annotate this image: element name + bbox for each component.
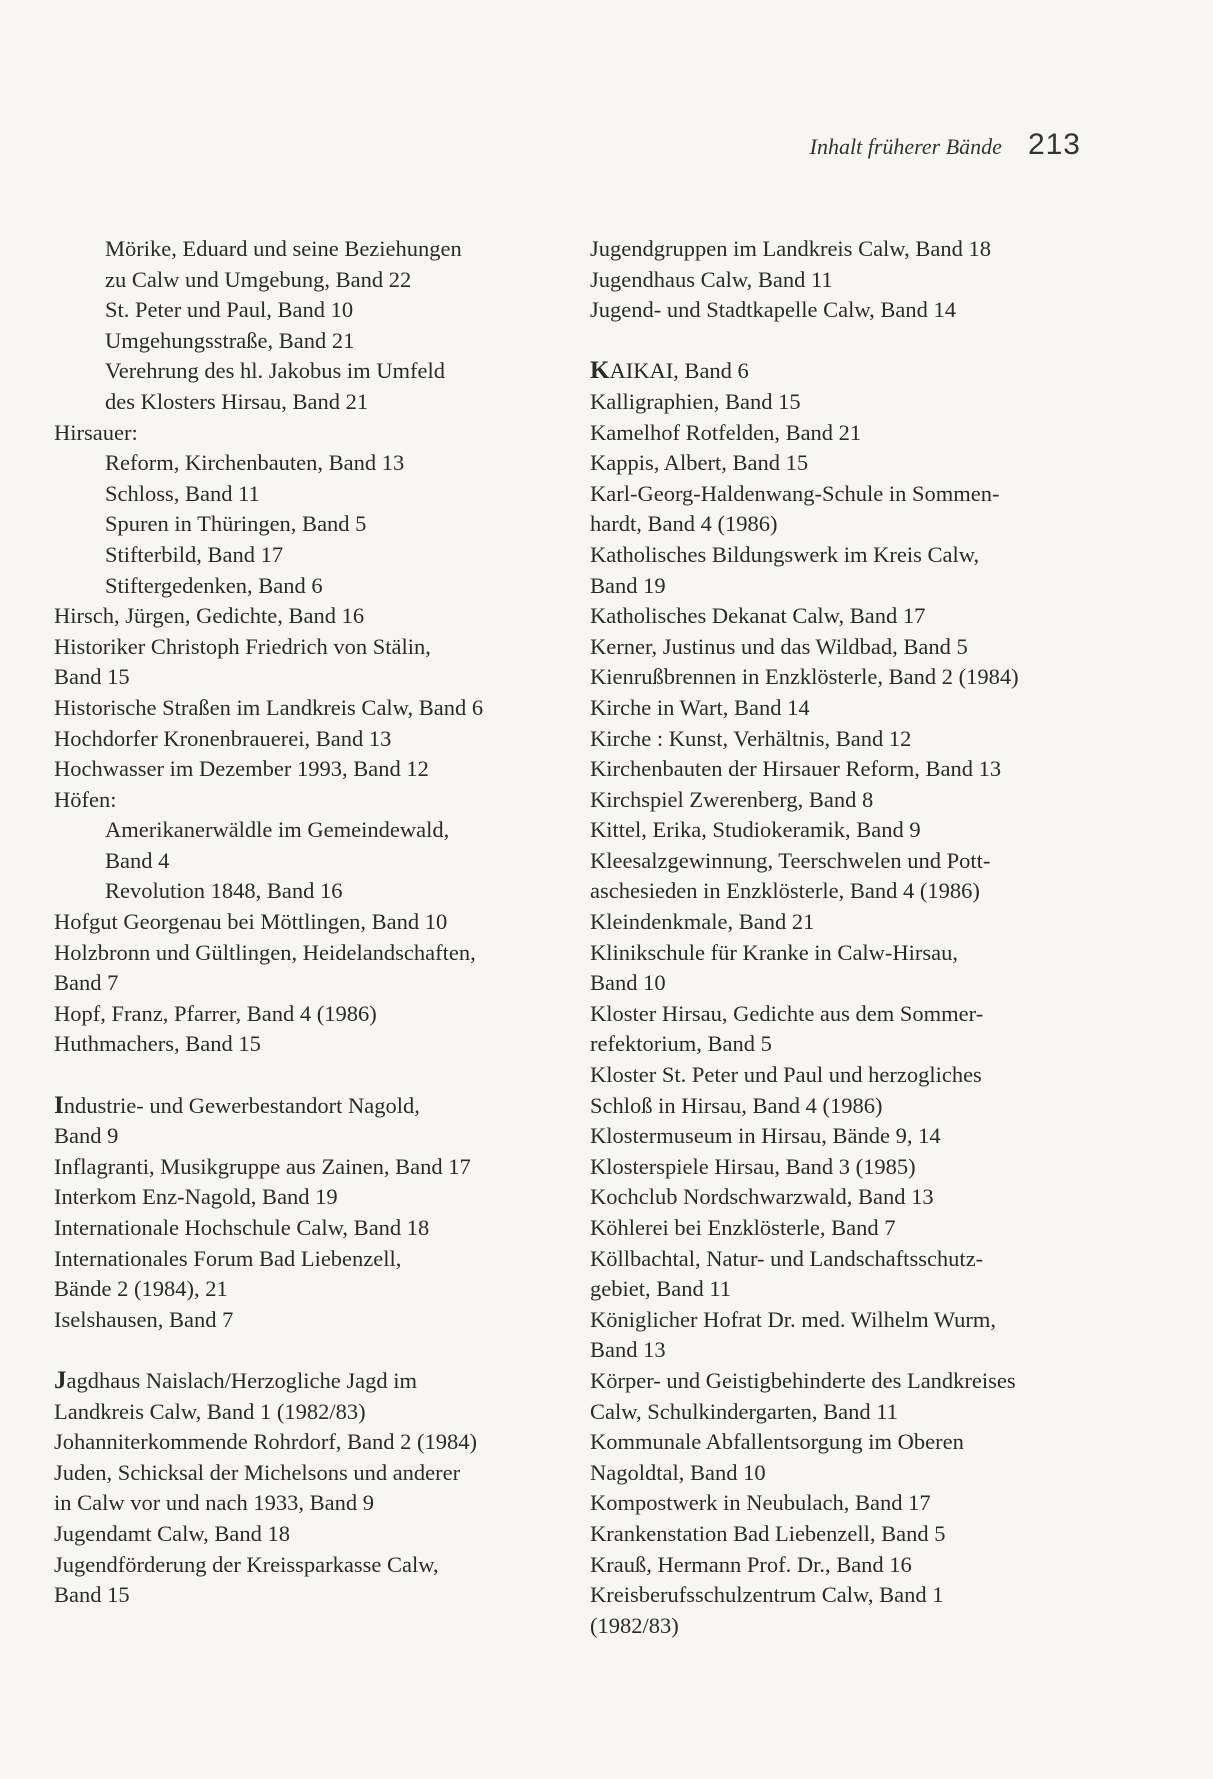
index-entry-line: Band 4 bbox=[105, 847, 170, 873]
index-entry-line: in Calw vor und nach 1933, Band 9 bbox=[54, 1490, 374, 1516]
index-entry-line: Landkreis Calw, Band 1 (1982/83) bbox=[54, 1398, 366, 1424]
index-entry-line: Hopf, Franz, Pfarrer, Band 4 (1986) bbox=[54, 1000, 377, 1026]
index-entry-line: Klosterspiele Hirsau, Band 3 (1985) bbox=[590, 1153, 916, 1179]
index-entry-line: Jugendamt Calw, Band 18 bbox=[54, 1520, 291, 1546]
index-column-right bbox=[590, 234, 1110, 1641]
index-entry-line: Kirche : Kunst, Verhältnis, Band 12 bbox=[590, 725, 912, 751]
index-entry-line: Hirsauer: bbox=[54, 419, 138, 445]
index-entry-line: Spuren in Thüringen, Band 5 bbox=[105, 511, 367, 537]
index-entry-line: Band 19 bbox=[590, 572, 666, 598]
index-entry-line: Johanniterkommende Rohrdorf, Band 2 (1984) bbox=[54, 1429, 478, 1455]
index-entry-line: Höfen: bbox=[54, 786, 117, 812]
index-entry-line: Interkom Enz-Nagold, Band 19 bbox=[54, 1184, 338, 1210]
index-entry-line: zu Calw und Umgebung, Band 22 bbox=[105, 266, 412, 292]
index-entry-line: Kittel, Erika, Studiokeramik, Band 9 bbox=[590, 817, 921, 843]
index-entry-line: Katholisches Bildungswerk im Kreis Calw, bbox=[590, 541, 980, 567]
index-entry-line: des Klosters Hirsau, Band 21 bbox=[105, 388, 369, 414]
index-entry-line: Mörike, Eduard und seine Beziehungen bbox=[105, 236, 462, 261]
index-entry-line: Industrie- und Gewerbestandort Nagold, bbox=[54, 1091, 420, 1119]
index-entry-line: refektorium, Band 5 bbox=[590, 1031, 772, 1057]
index-entry-line: Umgehungsstraße, Band 21 bbox=[105, 327, 355, 353]
index-entry-line: Kloster Hirsau, Gedichte aus dem Sommer- bbox=[590, 1000, 984, 1026]
index-entry-line: Inflagranti, Musikgruppe aus Zainen, Band 17 bbox=[54, 1153, 471, 1179]
index-entry-line: St. Peter und Paul, Band 10 bbox=[105, 297, 354, 323]
index-entry-line: Jugendförderung der Kreissparkasse Calw, bbox=[54, 1551, 439, 1577]
index-entry-line: Schloss, Band 11 bbox=[105, 480, 260, 506]
index-entry-line: Klinikschule für Kranke in Calw-Hirsau, bbox=[590, 939, 959, 965]
index-entry-line: Köllbachtal, Natur- und Landschaftsschutz- bbox=[590, 1245, 984, 1271]
index-entry-line: Jugendgruppen im Landkreis Calw, Band 18 bbox=[590, 236, 991, 261]
index-entry-line: Band 7 bbox=[54, 970, 119, 996]
index-entry-line: Schloß in Hirsau, Band 4 (1986) bbox=[590, 1092, 883, 1118]
index-entry-line: Revolution 1848, Band 16 bbox=[105, 878, 343, 904]
index-entry-line: Band 15 bbox=[54, 1582, 130, 1608]
index-entry-line: Iselshausen, Band 7 bbox=[54, 1306, 234, 1332]
index-entry-line: Kienrußbrennen in Enzklösterle, Band 2 (1984) bbox=[590, 664, 1019, 690]
index-entry-line: aschesieden in Enzklösterle, Band 4 (1986) bbox=[590, 878, 980, 904]
index-entry-line: hardt, Band 4 (1986) bbox=[590, 511, 778, 537]
index-entry-line: Calw, Schulkindergarten, Band 11 bbox=[590, 1398, 898, 1424]
index-entry-line: Hofgut Georgenau bei Möttlingen, Band 10 bbox=[54, 909, 448, 935]
index-entry-line: Reform, Kirchenbauten, Band 13 bbox=[105, 450, 405, 476]
page-number: 213 bbox=[1027, 128, 1081, 161]
index-entry-line: Huthmachers, Band 15 bbox=[54, 1031, 261, 1057]
index-entry-line: Klostermuseum in Hirsau, Bände 9, 14 bbox=[590, 1123, 941, 1149]
index-entry-line: Kreisberufsschulzentrum Calw, Band 1 bbox=[590, 1582, 944, 1608]
index-entry-line: Juden, Schicksal der Michelsons und anderer bbox=[54, 1459, 461, 1485]
index-entry-line: Internationales Forum Bad Liebenzell, bbox=[54, 1245, 402, 1271]
index-entry-line: Nagoldtal, Band 10 bbox=[590, 1459, 766, 1485]
index-entry-line: Kerner, Justinus und das Wildbad, Band 5 bbox=[590, 633, 968, 659]
index-entry-line: Band 9 bbox=[54, 1123, 119, 1149]
index-entry-line: Bände 2 (1984), 21 bbox=[54, 1276, 228, 1302]
index-entry-line: Katholisches Dekanat Calw, Band 17 bbox=[590, 603, 926, 629]
index-entry-line: Königlicher Hofrat Dr. med. Wilhelm Wurm, bbox=[590, 1306, 997, 1332]
index-entry-line: Historiker Christoph Friedrich von Stälin, bbox=[54, 633, 431, 659]
index-entry-line: Kochclub Nordschwarzwald, Band 13 bbox=[590, 1184, 934, 1210]
running-head-title: Inhalt früherer Bände bbox=[809, 134, 1002, 159]
index-entry-line: Jugendhaus Calw, Band 11 bbox=[590, 266, 833, 292]
index-entry-line: Kirchspiel Zwerenberg, Band 8 bbox=[590, 786, 874, 812]
index-entry-line: Historische Straßen im Landkreis Calw, Band 6 bbox=[54, 694, 484, 720]
index-entry-line: KAIKAI, Band 6 bbox=[590, 357, 749, 385]
index-entry-line: Band 10 bbox=[590, 970, 666, 996]
index-entry-line: Kamelhof Rotfelden, Band 21 bbox=[590, 419, 862, 445]
index-entry-line: Stiftergedenken, Band 6 bbox=[105, 572, 323, 598]
index-entry-line: Kalligraphien, Band 15 bbox=[590, 388, 801, 414]
index-entry-line: Kloster St. Peter und Paul und herzogliches bbox=[590, 1062, 982, 1088]
index-entry-line: Jagdhaus Naislach/Herzogliche Jagd im bbox=[54, 1366, 418, 1394]
index-entry-line: Kleesalzgewinnung, Teerschwelen und Pott- bbox=[590, 847, 991, 873]
index-entry-line: gebiet, Band 11 bbox=[590, 1276, 732, 1302]
index-entry-line: Kappis, Albert, Band 15 bbox=[590, 450, 809, 476]
index-entry-line: Kirche in Wart, Band 14 bbox=[590, 694, 810, 720]
index-entry-line: Band 13 bbox=[590, 1337, 666, 1363]
index-entry-line: Kleindenkmale, Band 21 bbox=[590, 909, 815, 935]
index-entry-line: Hochwasser im Dezember 1993, Band 12 bbox=[54, 756, 429, 782]
index-entry-line: Internationale Hochschule Calw, Band 18 bbox=[54, 1215, 430, 1240]
index-entry-line: Kirchenbauten der Hirsauer Reform, Band 13 bbox=[590, 756, 1002, 782]
index-entry-line: Krankenstation Bad Liebenzell, Band 5 bbox=[590, 1520, 946, 1546]
index-entry-line: Verehrung des hl. Jakobus im Umfeld bbox=[105, 358, 445, 384]
index-entry-line: Krauß, Hermann Prof. Dr., Band 16 bbox=[590, 1551, 912, 1577]
index-entry-line: Amerikanerwäldle im Gemeindewald, bbox=[105, 817, 450, 843]
running-head bbox=[810, 128, 1081, 162]
index-entry-line: Band 15 bbox=[54, 664, 130, 690]
index-entry-line: Hochdorfer Kronenbrauerei, Band 13 bbox=[54, 725, 392, 751]
index-entry-line: Karl-Georg-Haldenwang-Schule in Sommen- bbox=[590, 480, 1000, 506]
index-entry-line: Köhlerei bei Enzklösterle, Band 7 bbox=[590, 1215, 896, 1240]
index-entry-line: Holzbronn und Gültlingen, Heidelandschaften, bbox=[54, 939, 476, 965]
index-column-left bbox=[54, 234, 554, 1611]
index-entry-line: Kompostwerk in Neubulach, Band 17 bbox=[590, 1490, 931, 1516]
index-entry-line: Hirsch, Jürgen, Gedichte, Band 16 bbox=[54, 603, 365, 629]
index-entry-line: Körper- und Geistigbehinderte des Landkreises bbox=[590, 1367, 1016, 1393]
index-entry-line: Jugend- und Stadtkapelle Calw, Band 14 bbox=[590, 297, 956, 323]
index-entry-line: (1982/83) bbox=[590, 1612, 679, 1638]
index-entry-line: Stifterbild, Band 17 bbox=[105, 541, 284, 567]
index-entry-line: Kommunale Abfallentsorgung im Oberen bbox=[590, 1429, 964, 1455]
